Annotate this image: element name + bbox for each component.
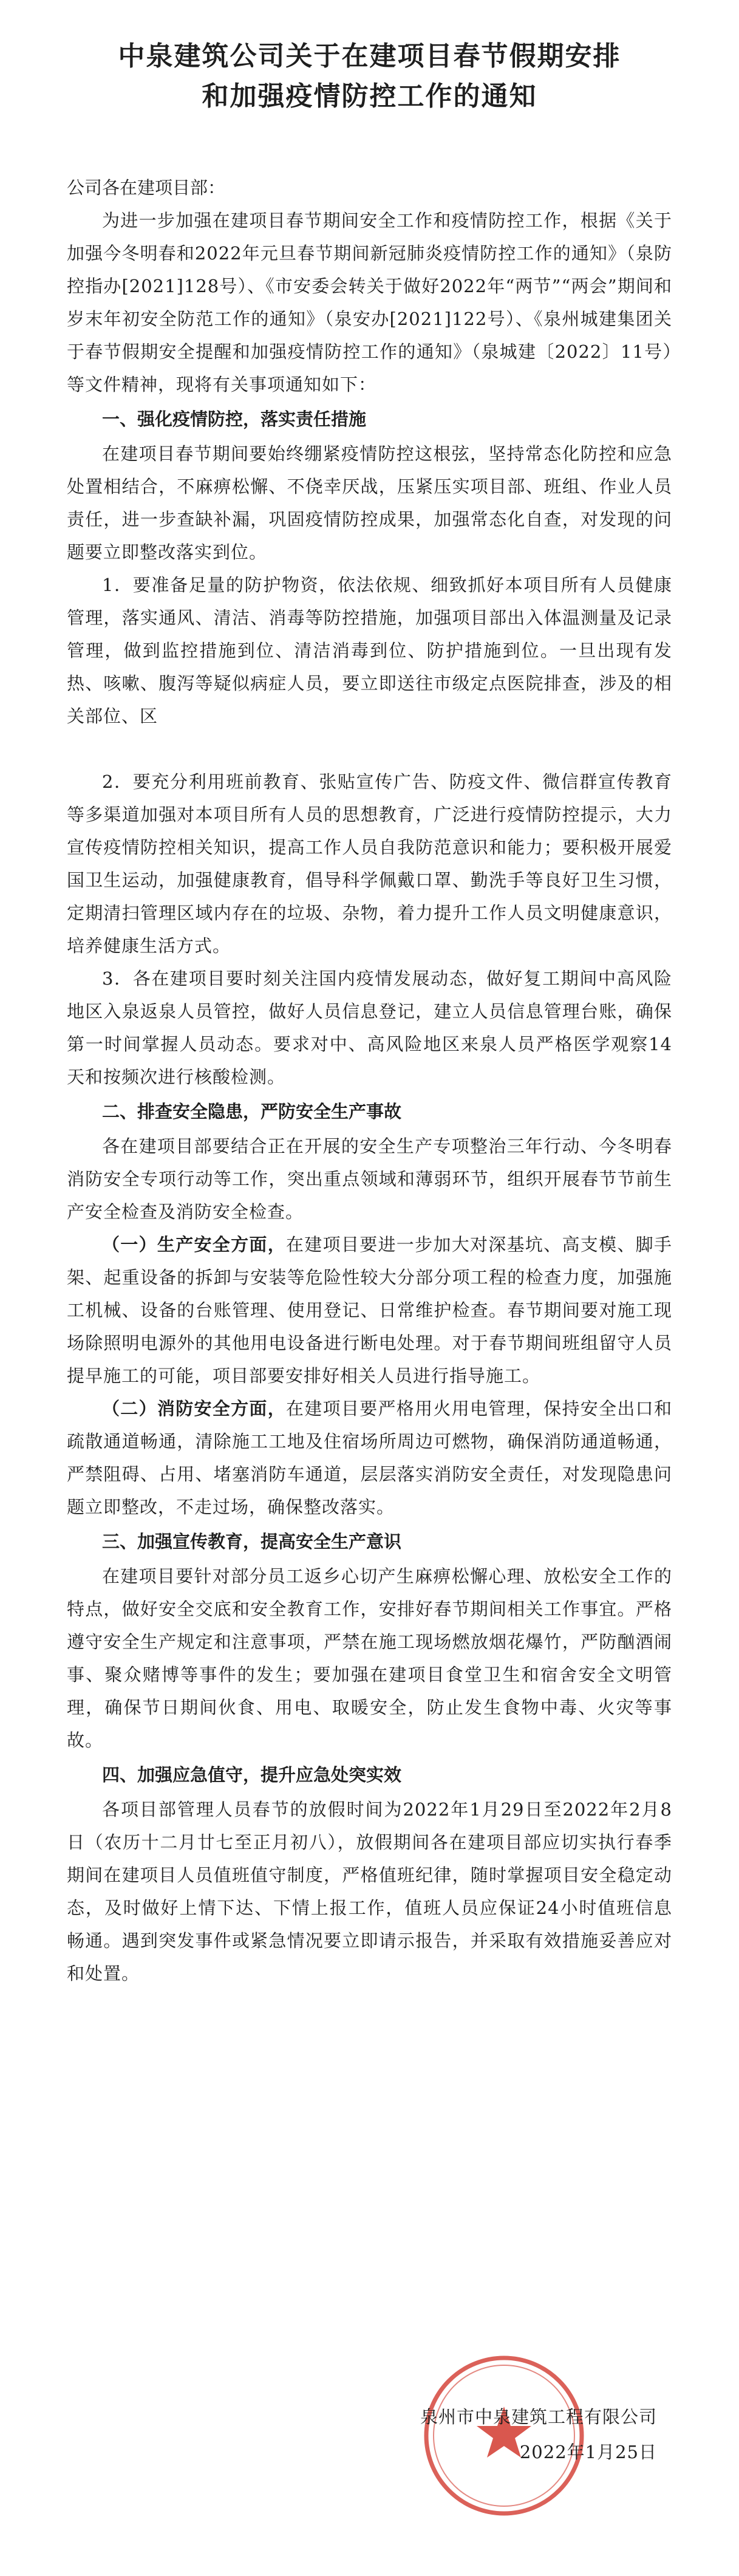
addressee: 公司各在建项目部： [67, 177, 226, 198]
signature-block [420, 2399, 657, 2470]
document-title-line-2: 和加强疫情防控工作的通知 [202, 81, 537, 112]
page-gap [67, 733, 672, 765]
section-3-paragraph: 在建项目要针对部分员工返乡心切产生麻痹松懈心理、放松安全工作的特点，做好安全交底和安全教育工作，安排好春节期间相关工作事宜。严格遵守安全生产规定和注意事项，严禁在施工现场燃放烟花爆竹，严防酗酒闹事、聚众赌博等事件的发生；要加强在建项目食堂卫生和宿舍安全文明管理，确保节日期间伙食、用电、取暖安全，防止发生食物中毒、火灾等事故。 [67, 1566, 672, 1751]
section-4-paragraph: 各项目部管理人员春节的放假时间为2022年1月29日至2022年2月8日（农历十二月廿七至正月初八），放假期间各在建项目部应切实执行春季期间在建项目人员值班值守制度，严格值班纪律，随时掌握项目安全稳定动态，及时做好上情下达、下情上报工作，值班人员应保证24小时值班信息畅通。遇到突发事件或紧急情况要立即请示报告，并采取有效措施妥善应对和处置。 [67, 1799, 672, 1984]
section-2-heading: 二、排查安全隐患，严防安全生产事故 [102, 1101, 402, 1122]
document-title [67, 36, 672, 117]
intro-paragraph: 为进一步加强在建项目春节期间安全工作和疫情防控工作，根据《关于加强今冬明春和2022年元旦春节期间新冠肺炎疫情防控工作的通知》（泉防控指办[2021]128号）、《市安委会转关于做好2022年“两节”“两会”期间和岁末年初安全防范工作的通知》（泉安办[2021]122号）、《泉州城建集团关于春节假期安全提醒和加强疫情防控工作的通知》（泉城建〔2022〕11号）等文件精神，现将有关事项通知如下： [67, 210, 672, 395]
section-1-item-3: 3．各在建项目要时刻关注国内疫情发展动态，做好复工期间中高风险地区入泉返泉人员管控，做好人员信息登记，建立人员信息管理台账，确保第一时间掌握人员动态。要求对中、高风险地区来泉人员严格医学观察14天和按频次进行核酸检测。 [67, 968, 672, 1087]
section-1-heading: 一、强化疫情防控，落实责任措施 [102, 409, 367, 429]
section-4-heading: 四、加强应急值守，提升应急处突实效 [102, 1765, 402, 1785]
section-1-item-1: 1．要准备足量的防护物资，依法依规、细致抓好本项目所有人员健康管理，落实通风、清洁、消毒等防控措施，加强项目部出入体温测量及记录管理，做到监控措施到位、清洁消毒到位、防护措施到位。一旦出现有发热、咳嗽、腹泻等疑似病症人员，要立即送往市级定点医院排查，涉及的相关部位、区 [67, 575, 672, 726]
section-2-sub-2-lead: （二）消防安全方面， [102, 1398, 286, 1419]
section-2-sub-2-text: 在建项目要严格用火用电管理，保持安全出口和疏散通道畅通，清除施工工地及住宿场所周边可燃物，确保消防通道畅通，严禁阻碍、占用、堵塞消防车通道，层层落实消防安全责任，对发现隐患问题立即整改，不走过场，确保整改落实。 [67, 1398, 672, 1517]
section-1-paragraph: 在建项目春节期间要始终绷紧疫情防控这根弦，坚持常态化防控和应急处置相结合，不麻痹松懈、不侥幸厌战，压紧压实项目部、班组、作业人员责任，进一步查缺补漏，巩固疫情防控成果，加强常态化自查，对发现的问题要立即整改落实到位。 [67, 443, 672, 562]
section-2-sub-1-text: 在建项目要进一步加大对深基坑、高支模、脚手架、起重设备的拆卸与安装等危险性较大分部分项工程的检查力度，加强施工机械、设备的台账管理、使用登记、日常维护检查。春节期间要对施工现场除照明电源外的其他用电设备进行断电处理。对于春节期间班组留守人员提早施工的可能，项目部要安排好相关人员进行指导施工。 [67, 1234, 672, 1386]
section-2-sub-1-lead: （一）生产安全方面， [102, 1234, 286, 1255]
signature-date: 2022年1月25日 [519, 2442, 657, 2462]
document-title-line-1: 中泉建筑公司关于在建项目春节假期安排 [118, 41, 621, 72]
section-2-sub-1 [67, 1228, 672, 1392]
section-2-paragraph: 各在建项目部要结合正在开展的安全生产专项整治三年行动、今冬明春消防安全专项行动等工作，突出重点领域和薄弱环节，组织开展春节节前生产安全检查及消防安全检查。 [67, 1136, 672, 1222]
section-2-sub-2 [67, 1392, 672, 1523]
signature-company: 泉州市中泉建筑工程有限公司 [420, 2407, 657, 2427]
section-1-item-2: 2．要充分利用班前教育、张贴宣传广告、防疫文件、微信群宣传教育等多渠道加强对本项目所有人员的思想教育，广泛进行疫情防控提示，大力宣传疫情防控相关知识，提高工作人员自我防范意识和能力；要积极开展爱国卫生运动，加强健康教育，倡导科学佩戴口罩、勤洗手等良好卫生习惯，定期清扫管理区域内存在的垃圾、杂物，着力提升工作人员文明健康意识，培养健康生活方式。 [67, 771, 672, 956]
section-3-heading: 三、加强宣传教育，提高安全生产意识 [102, 1531, 402, 1552]
